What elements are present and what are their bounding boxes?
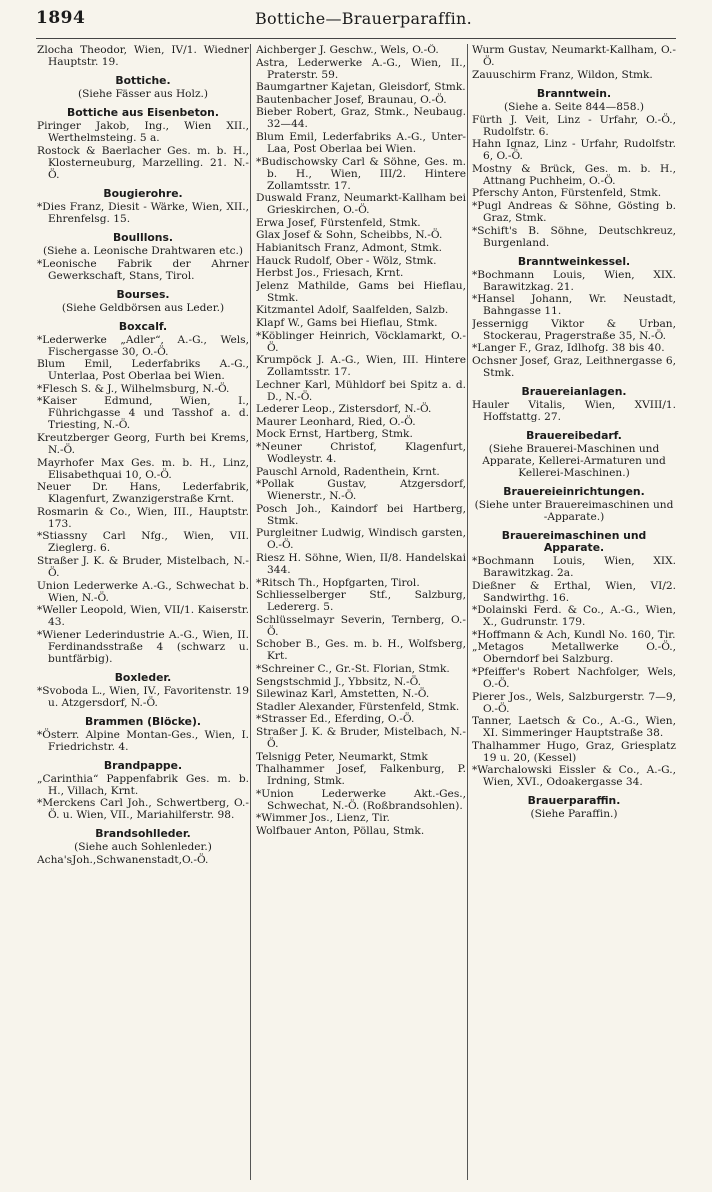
directory-entry: *Svoboda L., Wien, IV., Favoritenstr. 19 u. Atzgersdorf, N.-Ö. xyxy=(37,684,249,709)
directory-entry: Stadler Alexander, Fürstenfeld, Stmk. xyxy=(256,700,460,713)
directory-entry: Pauschl Arnold, Radenthein, Krnt. xyxy=(256,465,440,478)
directory-entry: Bieber Robert, Graz, Stmk., Neubaug. 32—44. xyxy=(256,106,466,131)
cross-reference-note: (Siehe auch Sohlenleder.) xyxy=(74,841,212,854)
directory-entry: „Metagos Metallwerke O.-Ö., Oberndorf bei Salzburg. xyxy=(472,641,676,666)
directory-entry: Blum Emil, Lederfabriks A.-G., Unterlaa, Post Oberlaa bei Wien. xyxy=(37,358,249,383)
directory-entry: Rostock & Baerlacher Ges. m. b. H., Klosterneuburg, Marzelling. 21. N.-Ö. xyxy=(37,144,249,181)
cross-reference-note: (Siehe Paraffin.) xyxy=(530,808,618,821)
directory-entry: *Weller Leopold, Wien, VII/1. Kaiserstr. 43. xyxy=(37,604,249,629)
header-rule xyxy=(36,38,676,39)
directory-entry: Sengstschmid J., Ybbsitz, N.-Ö. xyxy=(256,675,422,688)
directory-entry: Silewinaz Karl, Amstetten, N.-Ö. xyxy=(256,688,430,701)
cross-reference-note: (Siehe a. Seite 844—858.) xyxy=(504,100,644,113)
directory-entry: Schober B., Ges. m. b. H., Wolfsberg, Krt. xyxy=(256,638,466,663)
directory-entry: Mock Ernst, Hartberg, Stmk. xyxy=(256,428,413,441)
directory-entry: Hauler Vitalis, Wien, XVIII/1. Hoffstattg. 27. xyxy=(472,398,676,423)
directory-entry: *Pugl Andreas & Söhne, Gösting b. Graz, Stmk. xyxy=(472,199,676,224)
section-heading: Bottiche aus Eisenbeton. xyxy=(67,106,219,119)
directory-entry: Jessernigg Viktor & Urban, Stockerau, Pragerstraße 35, N.-Ö. xyxy=(472,317,676,342)
directory-entry: Klapf W., Gams bei Hieflau, Stmk. xyxy=(256,316,438,329)
section-heading: Bottiche. xyxy=(115,74,171,87)
directory-entry: Mostny & Brück, Ges. m. b. H., Attnang Puchheim, O.-Ö. xyxy=(472,162,676,187)
section-heading: Branntweinkessel. xyxy=(517,254,631,268)
cross-reference-note: (Siehe unter Brauereimaschinen und -Apparate.) xyxy=(474,498,674,523)
directory-entry: Straßer J. K. & Bruder, Mistelbach, N.-Ö. xyxy=(37,554,249,579)
directory-entry: *Dies Franz, Diesit - Wärke, Wien, XII., Ehrenfelsg. 15. xyxy=(37,200,249,225)
directory-entry: Krumpöck J. A.-G., Wien, III. Hintere Zollamtsstr. 17. xyxy=(256,354,466,379)
directory-entry: Purgleitner Ludwig, Windisch garsten, O.-Ö. xyxy=(256,527,466,552)
directory-entry: Duswald Franz, Neumarkt-Kallham bei Grieskirchen, O.-Ö. xyxy=(256,192,466,217)
directory-entry: Piringer Jakob, Ing., Wien XII., Werthelmsteing. 5 a. xyxy=(37,120,249,144)
directory-entry: Baumgartner Kajetan, Gleisdorf, Stmk. xyxy=(256,81,466,94)
directory-entry: Aichberger J. Geschw., Wels, O.-Ö. xyxy=(256,44,439,56)
directory-entry: Acha'sJoh.,Schwanenstadt,O.-Ö. xyxy=(37,854,209,867)
directory-entry: Schlüsselmayr Severin, Ternberg, O.-Ö. xyxy=(256,613,466,638)
directory-entry: Maurer Leonhard, Ried, O.-Ö. xyxy=(256,415,416,428)
directory-entry: Ochsner Josef, Graz, Leithnergasse 6, Stmk. xyxy=(472,354,676,379)
column-divider xyxy=(250,44,251,1180)
directory-entry: Pferschy Anton, Fürstenfeld, Stmk. xyxy=(472,187,662,200)
directory-entry: *Strasser Ed., Eferding, O.-Ö. xyxy=(256,713,415,726)
directory-entry: Kreutzberger Georg, Furth bei Krems, N.-Ö. xyxy=(37,431,249,456)
section-heading: Brauereianlagen. xyxy=(521,384,627,398)
section-heading: Branntwein. xyxy=(536,86,612,100)
directory-entry: Lechner Karl, Mühldorf bei Spitz a. d. D., N.-Ö. xyxy=(256,378,466,403)
column-3 xyxy=(472,44,676,1180)
directory-entry: *Bochmann Louis, Wien, XIX. Barawitzkag. 2a. xyxy=(472,554,676,579)
section-heading: Bourses. xyxy=(116,287,170,301)
section-heading: Boxcalf. xyxy=(118,319,168,333)
directory-entry: *Flesch S. & J., Wilhelmsburg, N.-Ö. xyxy=(37,382,230,395)
directory-entry: Mayrhofer Max Ges. m. b. H., Linz, Elisabethquai 10, O.-Ö. xyxy=(37,456,249,481)
directory-entry: *Leonische Fabrik der Ahrner Gewerkschaft, Stans, Tirol. xyxy=(37,257,249,282)
directory-entry: Thalhammer Hugo, Graz, Griesplatz 19 u. 20, (Kessel) xyxy=(472,739,676,764)
directory-entry: Erwa Josef, Fürstenfeld, Stmk. xyxy=(256,216,421,229)
directory-entry: Schliesselberger Stf., Salzburg, Ledererg. 5. xyxy=(256,589,466,614)
cross-reference-note: (Siehe Geldbörsen aus Leder.) xyxy=(61,301,225,314)
directory-entry: *Budischowsky Carl & Söhne, Ges. m. b. H., Wien, III/2. Hintere Zollamtsstr. 17. xyxy=(256,155,466,192)
directory-entry: Straßer J. K. & Bruder, Mistelbach, N.-Ö. xyxy=(256,725,466,750)
directory-entry: *Schreiner C., Gr.-St. Florian, Stmk. xyxy=(256,663,450,675)
directory-entry: *Stiassny Carl Nfg., Wien, VII. Zieglerg. 6. xyxy=(37,530,249,555)
directory-entry: Glax Josef & Sohn, Scheibbs, N.-Ö. xyxy=(256,229,443,242)
directory-entry: *Union Lederwerke Akt.-Ges., Schwechat, N.-Ö. (Roßbrandsohlen). xyxy=(256,787,466,812)
directory-entry: Zlocha Theodor, Wien, IV/1. Wiedner Hauptstr. 19. xyxy=(37,44,249,68)
directory-entry: Dießner & Erthal, Wien, VI/2. Sandwirthg. 16. xyxy=(472,579,676,604)
directory-entry: *Hansel Johann, Wr. Neustadt, Bahngasse 11. xyxy=(472,293,676,318)
section-heading: Brandsohlleder. xyxy=(95,827,191,841)
directory-entry: Thalhammer Josef, Falkenburg, P. Irdning, Stmk. xyxy=(256,763,466,788)
directory-entry: *Schift's B. Söhne, Deutschkreuz, Burgenland. xyxy=(472,224,676,249)
section-heading: Boulllons. xyxy=(112,230,174,244)
directory-entry: *Wimmer Jos., Lienz, Tir. xyxy=(256,812,390,825)
directory-entry: Zauuschirm Franz, Wildon, Stmk. xyxy=(472,68,653,81)
section-heading: Brauereimaschinen und Apparate. xyxy=(501,528,647,554)
directory-entry: Fürth J. Veit, Linz - Urfahr, O.-Ö., Rudolfstr. 6. xyxy=(472,113,676,138)
column-2 xyxy=(256,44,466,1180)
directory-entry: Wolfbauer Anton, Pöllau, Stmk. xyxy=(256,824,425,837)
directory-entry: Bautenbacher Josef, Braunau, O.-Ö. xyxy=(256,93,447,106)
directory-entry: Neuer Dr. Hans, Lederfabrik, Klagenfurt, Zwanzigerstraße Krnt. xyxy=(37,481,249,506)
directory-entry: Lederer Leop., Zistersdorf, N.-Ö. xyxy=(256,403,432,416)
directory-entry: *Merckens Carl Joh., Schwertberg, O.-Ö. u. Wien, VII., Mariahilferstr. 98. xyxy=(37,797,249,822)
directory-entry: Kitzmantel Adolf, Saalfelden, Salzb. xyxy=(256,304,449,317)
directory-entry: „Carinthia“ Pappenfabrik Ges. m. b. H., Villach, Krnt. xyxy=(37,772,249,797)
section-heading: Bougierohre. xyxy=(103,186,183,200)
directory-entry: Union Lederwerke A.-G., Schwechat b. Wien, N.-Ö. xyxy=(37,579,249,604)
directory-entry: *Langer F., Graz, Idlhofg. 38 bis 40. xyxy=(472,342,665,355)
directory-entry: Posch Joh., Kaindorf bei Hartberg, Stmk. xyxy=(256,502,466,527)
page-number: 1894 xyxy=(36,8,86,28)
directory-entry: *Warchalowski Eissler & Co., A.-G., Wien, XVI., Odoakergasse 34. xyxy=(472,764,676,789)
directory-entry: Rosmarin & Co., Wien, III., Hauptstr. 173. xyxy=(37,505,249,530)
directory-entry: Blum Emil, Lederfabriks A.-G., Unter-Laa, Post Oberlaa bei Wien. xyxy=(256,130,466,155)
directory-entry: *Hoffmann & Ach, Kundl No. 160, Tir. xyxy=(472,628,676,641)
directory-entry: *Neuner Christof, Klagenfurt, Wodleystr. 4. xyxy=(256,441,466,466)
directory-entry: *Dolainski Ferd. & Co., A.-G., Wien, X., Gudrunstr. 179. xyxy=(472,604,676,629)
directory-entry: Herbst Jos., Friesach, Krnt. xyxy=(256,267,404,280)
directory-entry: *Wiener Lederindustrie A.-G., Wien, II. Ferdinandsstraße 4 (schwarz u. buntfärbig). xyxy=(37,628,249,665)
directory-entry: *Bochmann Louis, Wien, XIX. Barawitzkag. 21. xyxy=(472,268,676,293)
directory-entry: *Köblinger Heinrich, Vöcklamarkt, O.-Ö. xyxy=(256,329,466,354)
directory-entry: Wurm Gustav, Neumarkt-Kallham, O.-Ö. xyxy=(472,44,676,68)
section-heading: Brammen (Blöcke). xyxy=(84,714,202,728)
directory-entry: *Kaiser Edmund, Wien, I., Führichgasse 4 und Tasshof a. d. Triesting, N.-Ö. xyxy=(37,395,249,432)
directory-entry: Astra, Lederwerke A.-G., Wien, II., Praterstr. 59. xyxy=(256,56,466,81)
directory-entry: Tanner, Laetsch & Co., A.-G., Wien, XI. Simmeringer Hauptstraße 38. xyxy=(472,715,676,740)
section-heading: Brauerparaffin. xyxy=(527,794,621,808)
directory-entry: Jelenz Mathilde, Gams bei Hieflau, Stmk. xyxy=(256,279,466,304)
directory-entry: Hahn Ignaz, Linz - Urfahr, Rudolfstr. 6, O.-Ö. xyxy=(472,138,676,163)
directory-entry: Pierer Jos., Wels, Salzburgerstr. 7—9, O.-Ö. xyxy=(472,690,676,715)
directory-entry: *Lederwerke „Adler“, A.-G., Wels, Fischergasse 30, O.-Ö. xyxy=(37,333,249,358)
directory-entry: *Pollak Gustav, Atzgersdorf, Wienerstr., N.-Ö. xyxy=(256,478,466,503)
section-heading: Boxleder. xyxy=(114,670,172,684)
cross-reference-note: (Siehe Fässer aus Holz.) xyxy=(77,88,209,100)
directory-entry: Telsnigg Peter, Neumarkt, Stmk xyxy=(256,750,428,763)
directory-entry: Riesz H. Söhne, Wien, II/8. Handelskai 344. xyxy=(256,552,466,577)
section-heading: Brauereibedarf. xyxy=(526,428,622,442)
section-heading: Brauereieinrichtungen. xyxy=(503,484,645,498)
running-title: Bottiche—Brauerparaffin. xyxy=(255,9,472,28)
directory-entry: *Ritsch Th., Hopfgarten, Tirol. xyxy=(256,576,420,589)
directory-entry: Habianitsch Franz, Admont, Stmk. xyxy=(256,241,442,254)
column-divider xyxy=(467,44,468,1180)
column-1 xyxy=(37,44,249,1180)
cross-reference-note: (Siehe Brauerei-Maschinen und Apparate, Kellerei-Armaturen und Kellerei-Maschinen.) xyxy=(482,442,666,479)
directory-entry: *Österr. Alpine Montan-Ges., Wien, I. Friedrichstr. 4. xyxy=(37,728,249,753)
section-heading: Brandpappe. xyxy=(103,758,183,772)
directory-entry: *Pfeiffer's Robert Nachfolger, Wels, O.-Ö. xyxy=(472,665,676,690)
cross-reference-note: (Siehe a. Leonische Drahtwaren etc.) xyxy=(42,244,244,257)
directory-entry: Hauck Rudolf, Ober - Wölz, Stmk. xyxy=(256,254,437,267)
